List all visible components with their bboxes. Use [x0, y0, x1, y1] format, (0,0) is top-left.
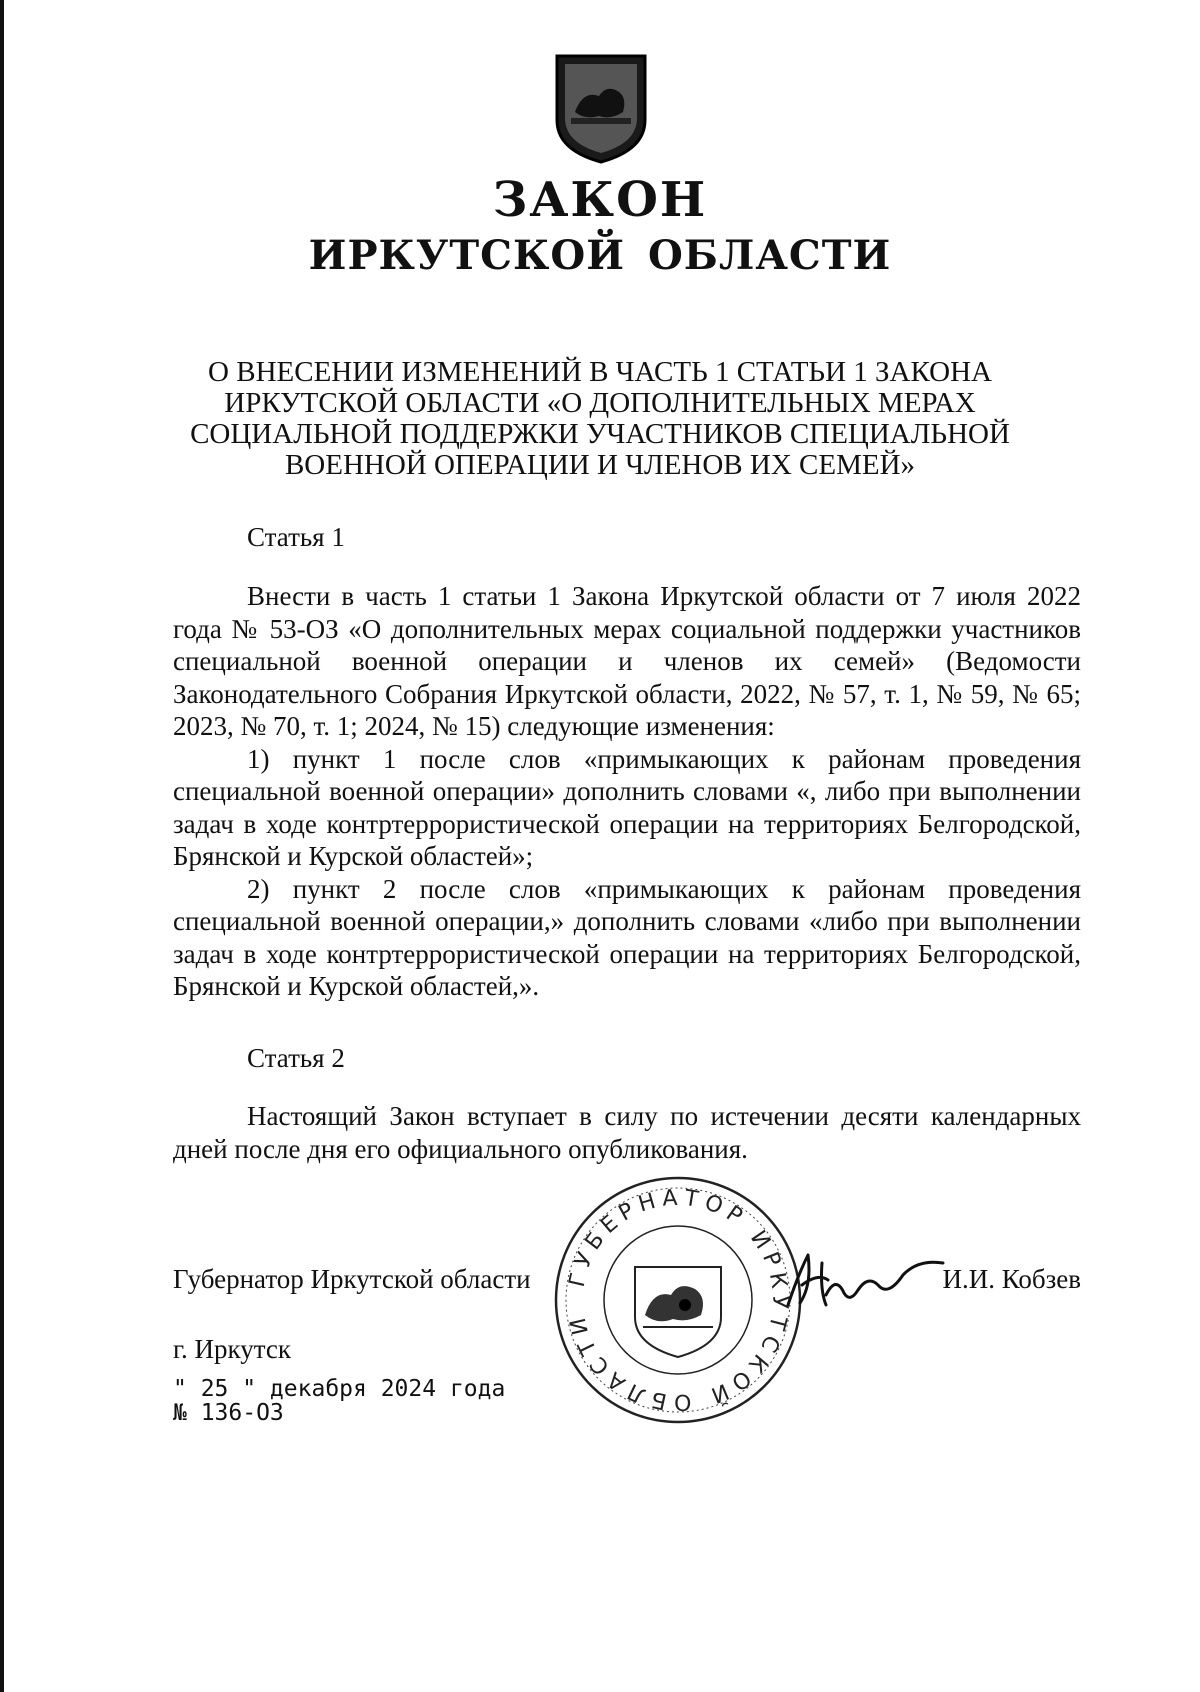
paragraph: 1) пункт 1 после слов «примыкающих к районам проведения специальной военной операции» дополнить словами «, либо при выполнении задач в ходе контртеррористической операции на территориях Белгородской, Брянской и Курской областей»;: [173, 743, 1081, 871]
article-1-body: [173, 580, 1081, 1003]
subject-line: ИРКУТСКОЙ ОБЛАСТИ «О ДОПОЛНИТЕЛЬНЫХ МЕРАХ: [224, 387, 976, 419]
law-subject: [160, 357, 1040, 481]
law-number: № 136-ОЗ: [173, 1400, 284, 1426]
signer-position: Губернатор Иркутской области: [173, 1264, 531, 1294]
svg-text:ГУБЕРНАТОР ИРКУТСКОЙ ОБЛАСТИ: ГУБЕРНАТОР ИРКУТСКОЙ ОБЛАСТИ: [564, 1185, 793, 1415]
law-date: " 25 " декабря 2024 года: [173, 1376, 506, 1402]
coat-of-arms-icon: [553, 50, 649, 165]
article-1-title: Статья 1: [247, 522, 345, 552]
signature-row: [173, 1264, 1081, 1304]
place-of-signing: г. Иркутск: [173, 1334, 291, 1364]
document-subtitle: ИРКУТСКОЙ ОБЛАСТИ: [308, 232, 892, 279]
document-title: ЗАКОН: [492, 172, 708, 228]
paragraph: 2) пункт 2 после слов «примыкающих к районам проведения специальной военной операции,» дополнить словами «либо при выполнении задач в ходе контртеррористической операции на территориях Белгородской, Брянской и Курской областей,».: [173, 873, 1081, 1001]
paragraph: Настоящий Закон вступает в силу по истечении десяти календарных дней после дня его официального опубликования.: [173, 1101, 1081, 1164]
article-2-title: Статья 2: [247, 1043, 345, 1073]
subject-line: О ВНЕСЕНИИ ИЗМЕНЕНИЙ В ЧАСТЬ 1 СТАТЬИ 1 ЗАКОНА: [208, 356, 992, 388]
subject-line: ВОЕННОЙ ОПЕРАЦИИ И ЧЛЕНОВ ИХ СЕМЕЙ»: [284, 449, 916, 481]
paragraph: Внести в часть 1 статьи 1 Закона Иркутской области от 7 июля 2022 года № 53-ОЗ «О дополнительных мерах социальной поддержки участников специальной военной операции и членов их семей» (Ведомости Законодательного Собрания Иркутской области, 2022, № 57, т. 1, № 59, № 65; 2023, № 70, т. 1; 2024, № 15) следующие изменения:: [173, 581, 1081, 741]
article-2-body: [173, 1100, 1081, 1165]
signer-name: И.И. Кобзев: [942, 1264, 1081, 1294]
subject-line: СОЦИАЛЬНОЙ ПОДДЕРЖКИ УЧАСТНИКОВ СПЕЦИАЛЬНОЙ: [190, 418, 1010, 450]
